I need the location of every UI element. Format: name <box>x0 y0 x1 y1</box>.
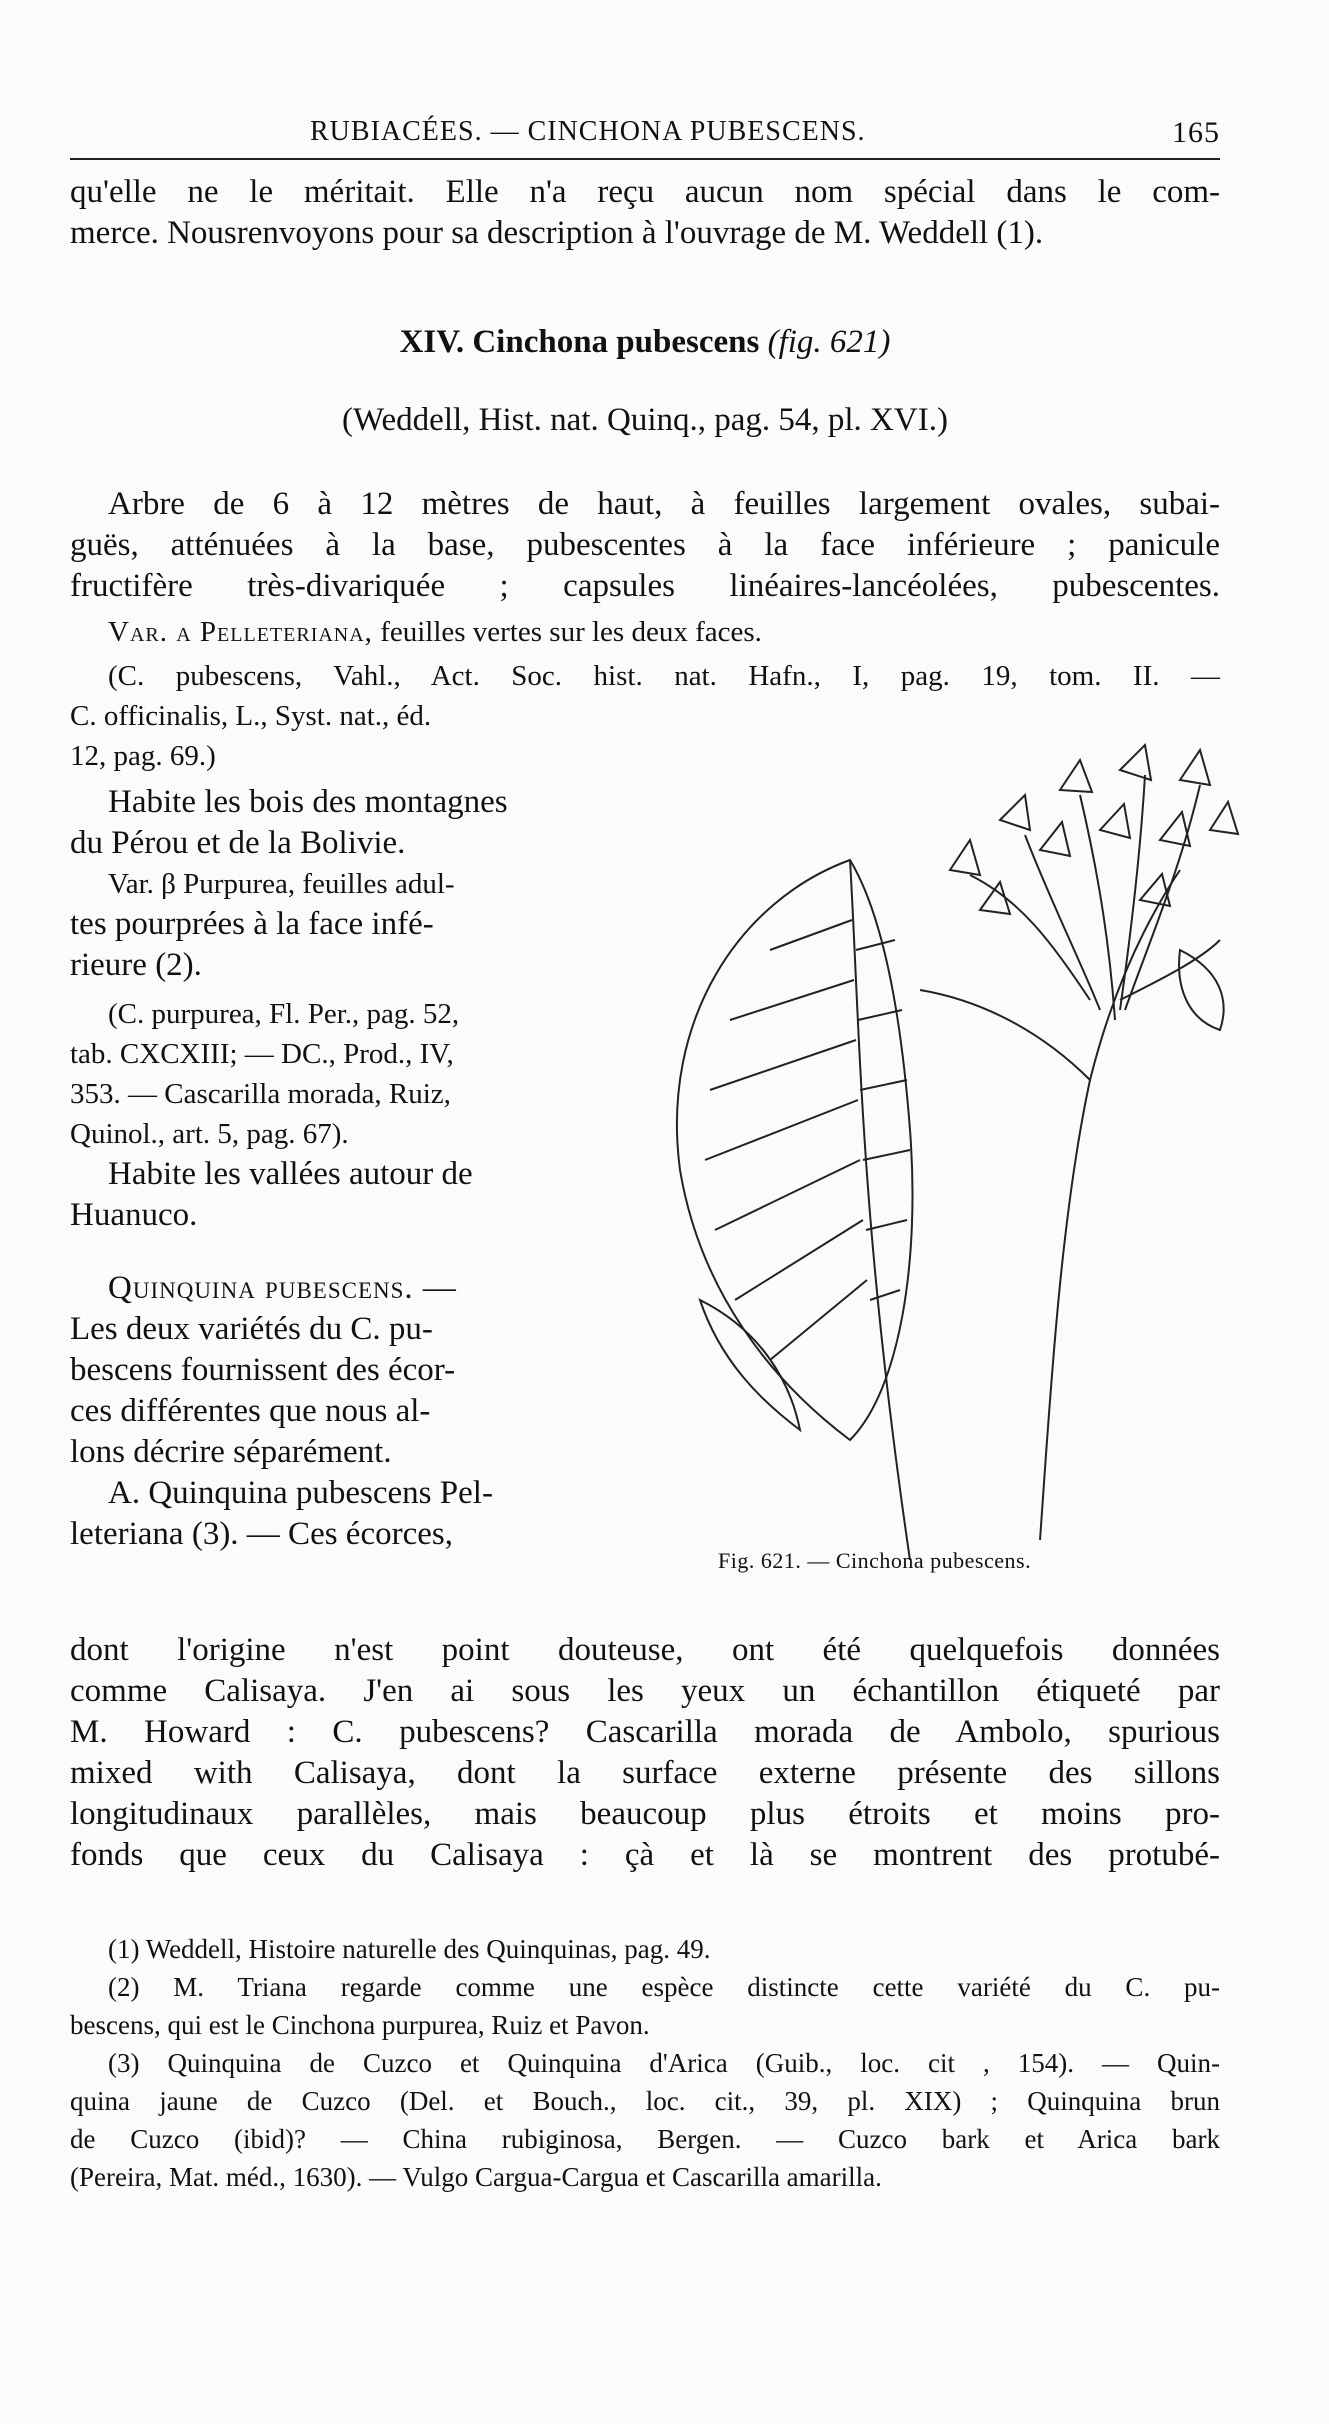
footnote-2: (2) M. Triana regarde comme une espèce distincte cette variété du C. pu- <box>108 1972 1220 2002</box>
text-line: lons décrire séparément. <box>70 1434 392 1470</box>
text-line: ces différentes que nous al- <box>70 1393 431 1429</box>
variety-alpha <box>108 612 1220 652</box>
text-line: fructifère très-divariquée ; capsules linéaires-lancéolées, pubescentes. <box>70 568 1220 604</box>
footnote-3: (3) Quinquina de Cuzco et Quinquina d'Arica (Guib., loc. cit , 154). — Quin- <box>108 2048 1220 2078</box>
text-line: longitudinaux parallèles, mais beaucoup plus étroits et moins pro- <box>70 1796 1220 1832</box>
text-line: M. Howard : C. pubescens? Cascarilla morada de Ambolo, spurious <box>70 1714 1220 1750</box>
subsection-title: Quinquina pubescens. — <box>108 1270 457 1306</box>
section-number: XIV. <box>399 324 465 360</box>
text-line: Huanuco. <box>70 1197 198 1233</box>
page-number: 165 <box>1172 116 1220 149</box>
footnote-2-cont: bescens, qui est le Cinchona purpurea, Ruiz et Pavon. <box>70 2010 650 2040</box>
text-line: Les deux variétés du C. pu- <box>70 1311 433 1347</box>
text-line: C. officinalis, L., Syst. nat., éd. <box>70 700 432 732</box>
text-line: merce. Nousrenvoyons pour sa description à l'ouvrage de M. Weddell (1). <box>70 215 1044 251</box>
text-line: comme Calisaya. J'en ai sous les yeux un échantillon étiqueté par <box>70 1673 1220 1709</box>
text-line: qu'elle ne le méritait. Elle n'a reçu aucun nom spécial dans le com- <box>70 174 1220 210</box>
text-line: (C. pubescens, Vahl., Act. Soc. hist. nat. Hafn., I, pag. 19, tom. II. — <box>108 660 1220 692</box>
header-rule <box>70 158 1220 160</box>
section-heading <box>70 322 1220 363</box>
leaf-icon <box>677 860 913 1440</box>
left-column-text <box>70 782 590 1555</box>
text-line: bescens fournissent des écor- <box>70 1352 456 1388</box>
variety-label: Var. α Pelleteriana, <box>108 616 373 648</box>
footnote-1: (1) Weddell, Histoire naturelle des Quinquinas, pag. 49. <box>108 1934 711 1964</box>
text-line: mixed with Calisaya, dont la surface externe présente des sillons <box>70 1755 1220 1791</box>
text-line: rieure (2). <box>70 947 202 983</box>
weddell-reference: (Weddell, Hist. nat. Quinq., pag. 54, pl. XVI.) <box>342 402 948 438</box>
text-line: A. Quinquina pubescens Pel- <box>108 1475 493 1511</box>
text-line: 12, pag. 69.) <box>70 740 216 772</box>
text-line: Habite les vallées autour de <box>108 1156 473 1192</box>
figure-reference: (fig. 621) <box>767 324 891 360</box>
species-description <box>70 484 1220 607</box>
text-line: Arbre de 6 à 12 mètres de haut, à feuilles largement ovales, subai- <box>108 486 1220 522</box>
text-line: (C. purpurea, Fl. Per., pag. 52, <box>108 998 460 1030</box>
text-line: tes pourprées à la face infé- <box>70 906 434 942</box>
text-line: guës, atténuées à la base, pubescentes à la face inférieure ; panicule <box>70 527 1220 563</box>
footnote-3-cont: (Pereira, Mat. méd., 1630). — Vulgo Cargua-Cargua et Cascarilla amarilla. <box>70 2162 882 2192</box>
text-line: Var. β Purpurea, feuilles adul- <box>108 868 455 900</box>
text-line: leteriana (3). — Ces écorces, <box>70 1516 453 1552</box>
variety-text: feuilles vertes sur les deux faces. <box>380 616 762 648</box>
intro-paragraph <box>70 172 1220 254</box>
section-name: Cinchona pubescens <box>472 324 760 360</box>
text-line: Habite les bois des montagnes <box>108 784 508 820</box>
text-line: 353. — Cascarilla morada, Ruiz, <box>70 1078 451 1110</box>
continuation-paragraph <box>70 1630 1220 1876</box>
text-line: du Pérou et de la Bolivie. <box>70 825 406 861</box>
figure-caption: Fig. 621. — Cinchona pubescens. <box>718 1548 1032 1573</box>
text-line: dont l'origine n'est point douteuse, ont été quelquefois données <box>70 1632 1220 1668</box>
footnotes <box>70 1930 1220 2196</box>
running-title: RUBIACÉES. — CINCHONA PUBESCENS. <box>310 116 866 147</box>
text-line: tab. CXCXIII; — DC., Prod., IV, <box>70 1038 454 1070</box>
footnote-3-cont: de Cuzco (ibid)? — China rubiginosa, Bergen. — Cuzco bark et Arica bark <box>70 2124 1220 2154</box>
text-line: fonds que ceux du Calisaya : çà et là se montrent des protubé- <box>70 1837 1220 1873</box>
text-line: Quinol., art. 5, pag. 67). <box>70 1118 349 1150</box>
cinchona-illustration <box>620 700 1240 1560</box>
footnote-3-cont: quina jaune de Cuzco (Del. et Bouch., loc. cit., 39, pl. XIX) ; Quinquina brun <box>70 2086 1220 2116</box>
